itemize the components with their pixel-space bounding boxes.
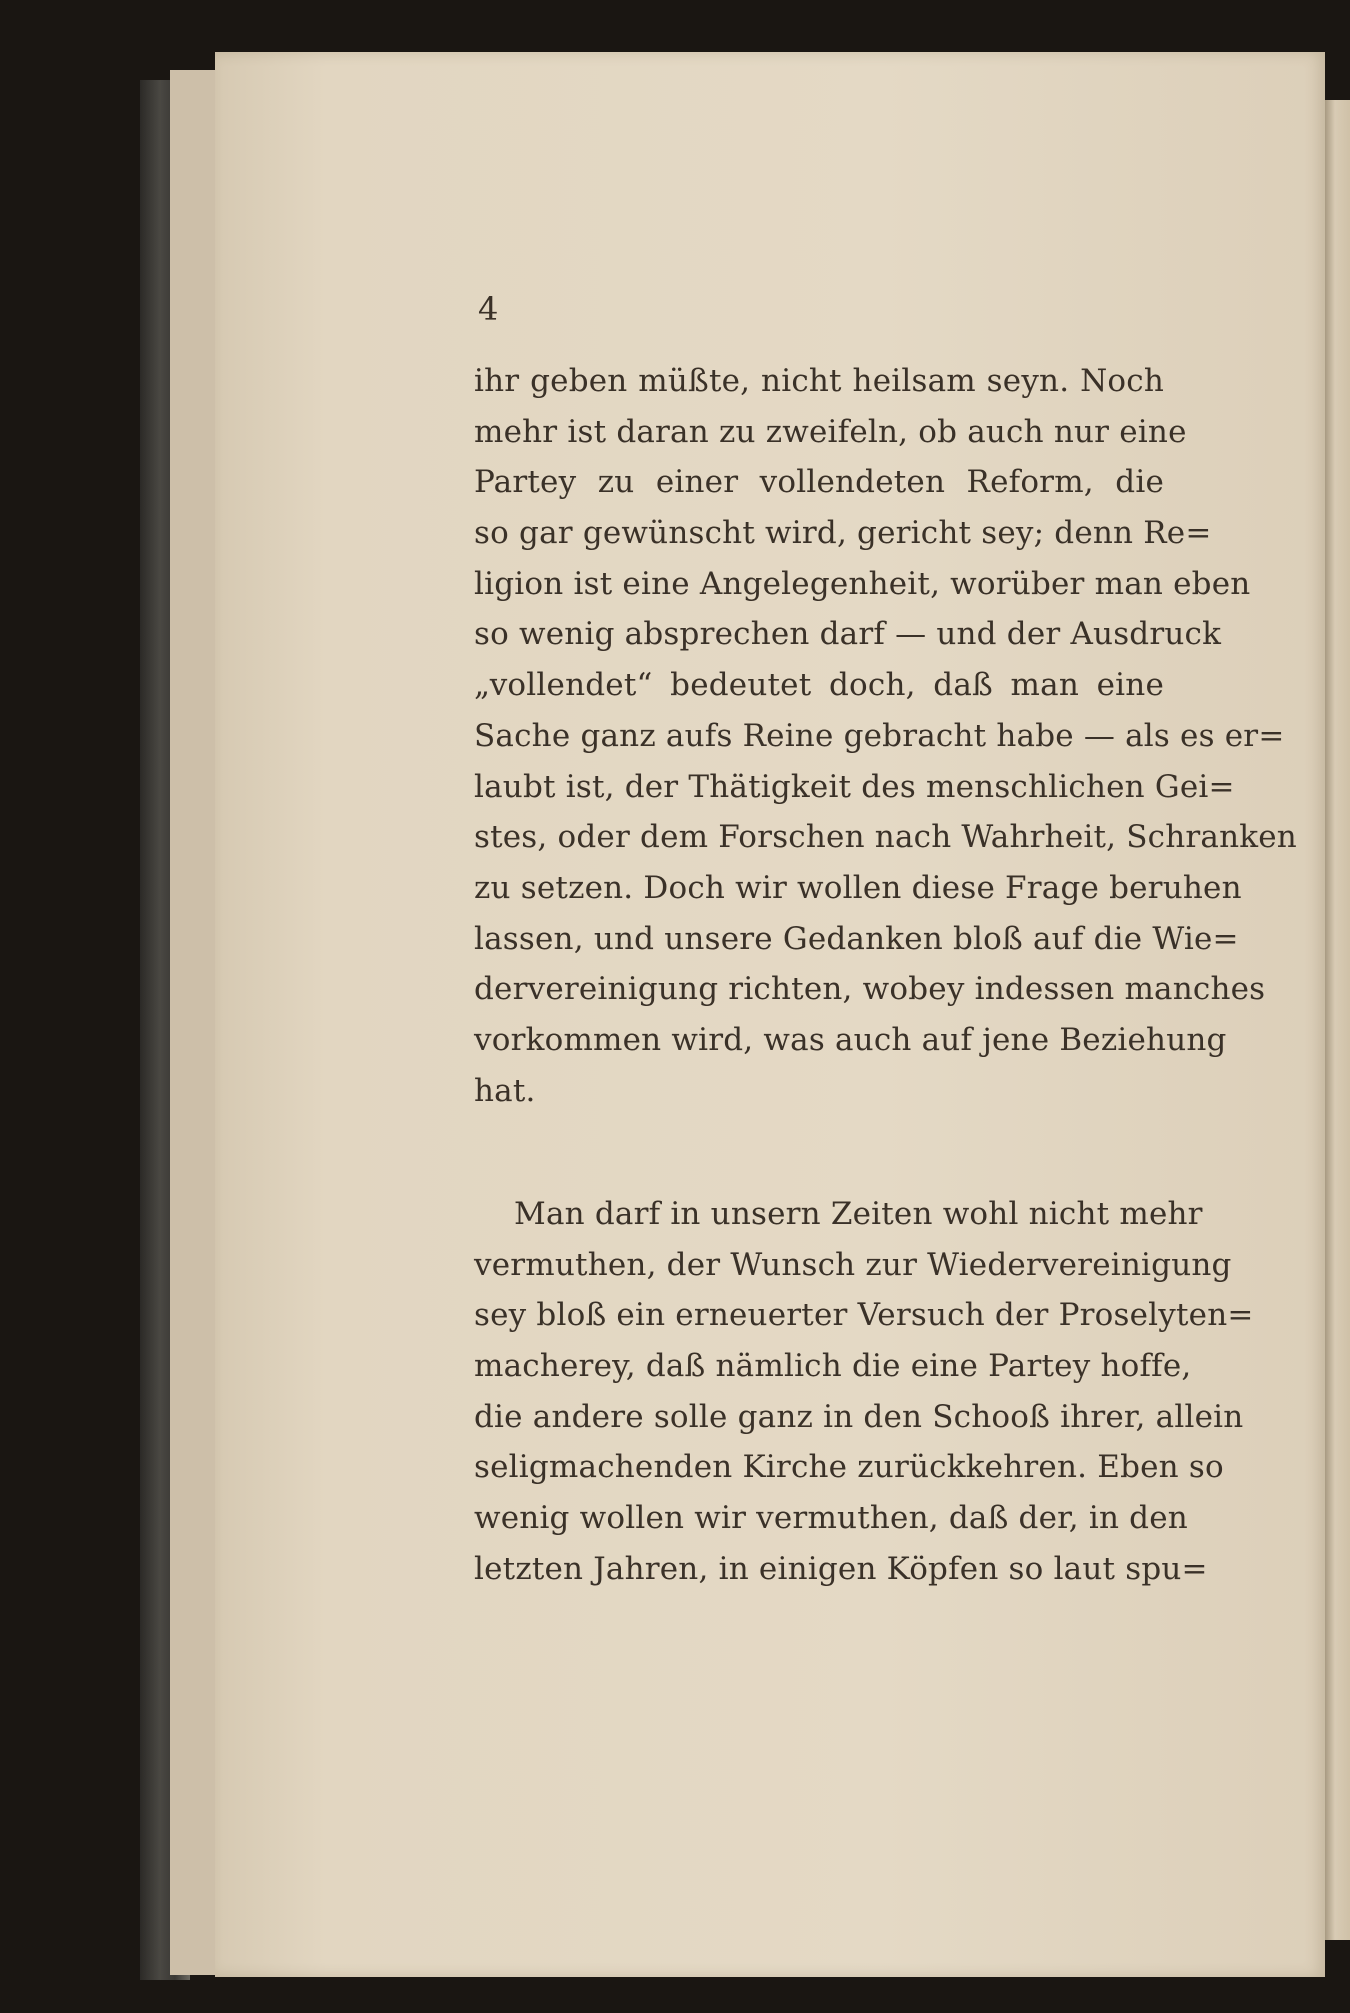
text-line: so gar gewünscht wird, gericht sey; denn Re= xyxy=(474,515,1212,552)
text-line: Partey zu einer vollendeten Reform, die xyxy=(474,464,1164,501)
text-line: vermuthen, der Wunsch zur Wiedervereinigung xyxy=(474,1246,1232,1283)
text-line: vorkommen wird, was auch auf jene Beziehung xyxy=(474,1021,1227,1058)
paragraph-2 xyxy=(474,1189,1254,1595)
text-line: letzten Jahren, in einigen Köpfen so laut spu= xyxy=(474,1550,1208,1587)
text-line: so wenig absprechen darf — und der Ausdruck xyxy=(474,616,1222,653)
paragraph-1 xyxy=(474,356,1297,1116)
text-line: macherey, daß nämlich die eine Partey hoffe, xyxy=(474,1348,1192,1385)
text-line: „vollendet“ bedeutet doch, daß man eine xyxy=(474,667,1164,704)
text-line: hat. xyxy=(474,1072,536,1109)
text-line: wenig wollen wir vermuthen, daß der, in den xyxy=(474,1500,1188,1537)
text-line: mehr ist daran zu zweifeln, ob auch nur eine xyxy=(474,413,1187,450)
text-line: lassen, und unsere Gedanken bloß auf die Wie= xyxy=(474,920,1239,957)
text-line: sey bloß ein erneuerter Versuch der Proselyten= xyxy=(474,1297,1254,1334)
text-line: die andere solle ganz in den Schooß ihrer, allein xyxy=(474,1398,1244,1435)
text-line: laubt ist, der Thätigkeit des menschlichen Gei= xyxy=(474,768,1235,805)
text-line: zu setzen. Doch wir wollen diese Frage beruhen xyxy=(474,869,1242,906)
text-line: ligion ist eine Angelegenheit, worüber man eben xyxy=(474,565,1251,602)
text-line: Sache ganz aufs Reine gebracht habe — als es er= xyxy=(474,717,1285,754)
text-line: ihr geben müßte, nicht heilsam seyn. Noch xyxy=(474,363,1164,399)
next-page-edge xyxy=(1325,100,1350,1940)
page-number: 4 xyxy=(478,290,499,328)
text-line: dervereinigung richten, wobey indessen manches xyxy=(474,971,1266,1008)
text-line: stes, oder dem Forschen nach Wahrheit, Schranken xyxy=(474,819,1297,856)
text-line: seligmachenden Kirche zurückkehren. Eben so xyxy=(474,1449,1224,1486)
text-line: Man darf in unsern Zeiten wohl nicht mehr xyxy=(514,1196,1203,1232)
